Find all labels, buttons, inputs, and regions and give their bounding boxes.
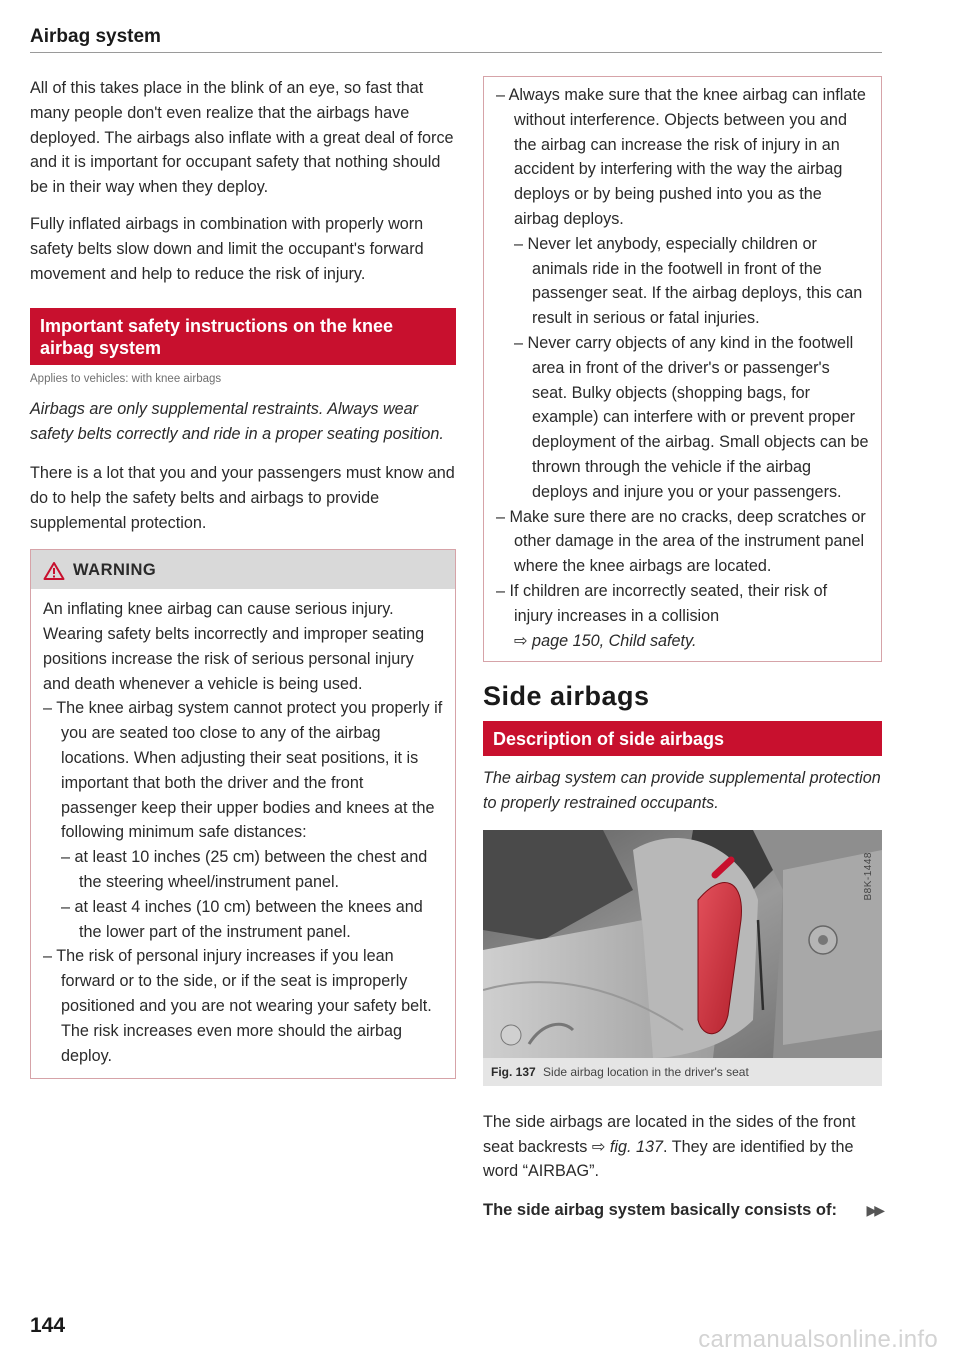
right-column	[483, 76, 882, 1223]
watermark: carmanualsonline.info	[698, 1326, 938, 1353]
figure-label: Fig. 137	[491, 1064, 536, 1079]
left-column	[30, 76, 456, 1079]
warning-item-text: The risk of personal injury increases if you lean forward or to the side, or if the seat is improperly positioned and you are not wearing your safety belt. The risk increases even more should the airbag deploy.	[56, 947, 432, 1065]
warning-subitem	[61, 845, 443, 895]
location-text: The side airbags are located in the sides of the front seat backrests	[483, 1112, 856, 1156]
warning-triangle-icon	[43, 561, 65, 581]
page-number: 144	[30, 1314, 66, 1337]
warning-item	[43, 696, 443, 944]
warning-item-text: The knee airbag system cannot protect you properly if you are seated too close to any of the airbag locations. When adjusting their seat positions, it is important that both the driver and the front passenger keep their upper bodies and knees at the following minimum safe distances:	[56, 699, 443, 842]
continuation-sublist	[514, 232, 869, 505]
warning-list	[43, 696, 443, 1068]
intro-paragraph: All of this takes place in the blink of an eye, so fast that many people don't even realize that the airbags have deployed. The airbags also inflate with a great deal of force and it is important for occupant safety that nothing should be in their way when they deploy.	[30, 79, 454, 197]
continue-arrow-icon: ▶▶	[866, 1202, 882, 1219]
continuation-subitem	[514, 331, 869, 505]
warning-box	[30, 549, 456, 1079]
warning-continuation-box	[483, 76, 882, 662]
continuation-item-text: If children are incorrectly seated, their risk of injury increases in a collision	[509, 581, 828, 625]
continuation-item	[496, 579, 869, 653]
continuation-item-text: Always make sure that the knee airbag can inflate without interference. Objects between you and the airbag can increase the risk of injury in an accident by interfering with the way the airbag deploys or by being pushed into you as the airbag deploys.	[508, 86, 866, 228]
knee-lead-text: Airbags are only supplemental restraints. Always wear safety belts correctly and ride in a proper seating position.	[30, 400, 444, 444]
continuation-item-text: Make sure there are no cracks, deep scratches or other damage in the area of the instrument panel where the knee airbags are located.	[509, 507, 866, 576]
figure-reference-link[interactable]: ⇨ fig. 137	[591, 1137, 664, 1156]
figure-caption-text: Side airbag location in the driver's seat	[543, 1064, 749, 1079]
continuation-subitem	[514, 232, 869, 331]
continuation-subitem-text: Never let anybody, especially children or animals ride in the footwell in front of the passenger seat. If the airbag deploys, this can result in serious or fatal injuries.	[527, 234, 863, 328]
child-safety-link[interactable]: ⇨ page 150, Child safety.	[514, 631, 697, 650]
knee-airbag-heading: Important safety instructions on the knee airbag system	[30, 308, 456, 365]
warning-sublist	[61, 845, 443, 944]
warning-subitem-text: at least 10 inches (25 cm) between the chest and the steering wheel/instrument panel.	[74, 848, 428, 891]
warning-title-text: WARNING	[73, 561, 157, 580]
warning-intro: An inflating knee airbag can cause serious injury. Wearing safety belts incorrectly and improper seating positions increase the risk of serious personal injury and death whenever a vehicle is being used.	[43, 600, 425, 693]
warning-title	[31, 550, 455, 589]
warning-body	[31, 589, 455, 1078]
description-lead: The airbag system can provide supplemental protection to properly restrained occupants.	[483, 769, 881, 812]
location-text-end: . They are identified by the word “AIRBAG”.	[483, 1137, 854, 1181]
warning-subitem	[61, 895, 443, 945]
applies-to-note: Applies to vehicles: with knee airbags	[30, 373, 222, 386]
inflated-airbags-paragraph: Fully inflated airbags in combination with properly worn safety belts slow down and limit the occupant's forward movement and help to reduce the risk of injury.	[30, 214, 424, 283]
continuation-subitem-text: Never carry objects of any kind in the footwell area in front of the driver's or passenger's seat. Bulky objects (shopping bags, for example) can interfere with or prevent proper deployment of the airbag. Small objects can be thrown through the vehicle if the airbag deploys and injure you or your passengers.	[527, 333, 869, 501]
figure-caption	[483, 1058, 882, 1086]
warning-subitem-text: at least 4 inches (10 cm) between the knees and the lower part of the instrument panel.	[74, 897, 423, 941]
continuation-item	[496, 83, 869, 505]
consists-of-line	[483, 1198, 882, 1223]
figure-137	[483, 830, 882, 1086]
consists-of-text: The side airbag system basically consists of:	[483, 1201, 837, 1220]
side-airbag-illustration	[483, 830, 882, 1058]
side-airbag-location-paragraph	[483, 1110, 882, 1184]
continuation-item	[496, 505, 869, 579]
description-heading: Description of side airbags	[483, 721, 882, 756]
continuation-list	[496, 83, 869, 653]
figure-code: B8K-1448	[863, 851, 875, 901]
section-header: Airbag system	[30, 26, 161, 47]
warning-item	[43, 944, 443, 1068]
header-divider	[30, 52, 882, 53]
knee-paragraph: There is a lot that you and your passengers must know and do to help the safety belts and airbags to provide supplemental protection.	[30, 463, 455, 532]
side-airbags-heading: Side airbags	[483, 681, 650, 712]
